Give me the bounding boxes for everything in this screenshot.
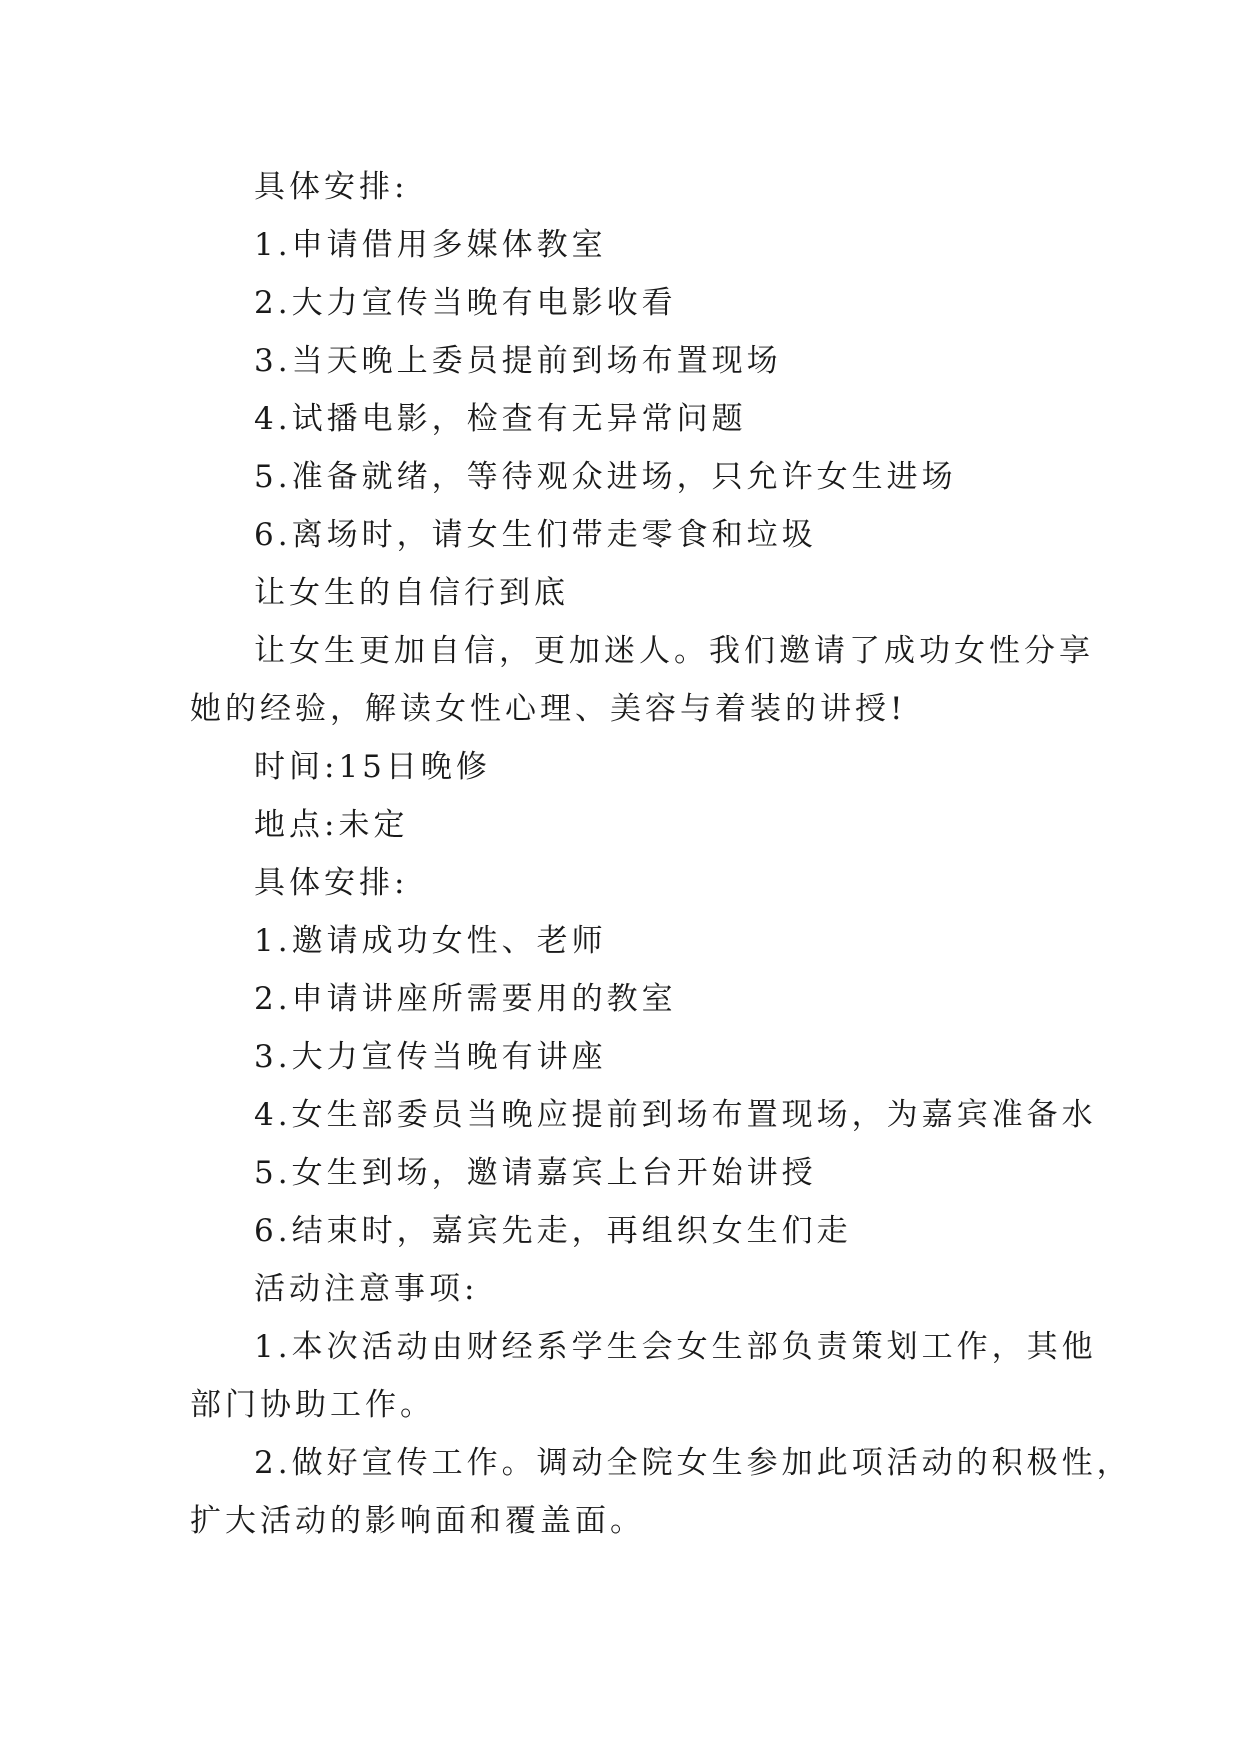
list-item: 3.当天晚上委员提前到场布置现场 [254, 343, 782, 379]
section-heading: 具体安排: [254, 169, 409, 205]
section-title: 让女生的自信行到底 [254, 575, 569, 611]
list-item: 6.离场时，请女生们带走零食和垃圾 [254, 517, 817, 553]
list-item: 2.申请讲座所需要用的教室 [254, 981, 677, 1017]
list-item: 6.结束时，嘉宾先走，再组织女生们走 [254, 1213, 852, 1249]
list-item: 5.女生到场，邀请嘉宾上台开始讲授 [254, 1155, 817, 1191]
list-item: 2.做好宣传工作。调动全院女生参加此项活动的积极性， [254, 1445, 1132, 1481]
list-item-continuation: 部门协助工作。 [190, 1387, 435, 1423]
paragraph-line: 让女生更加自信，更加迷人。我们邀请了成功女性分享 [254, 633, 1094, 669]
list-item: 4.女生部委员当晚应提前到场布置现场，为嘉宾准备水 [254, 1097, 1097, 1133]
list-item: 4.试播电影，检查有无异常问题 [254, 401, 747, 437]
section-heading: 活动注意事项: [254, 1271, 479, 1307]
section-heading: 具体安排: [254, 865, 409, 901]
document-body [190, 158, 1132, 1550]
list-item: 2.大力宣传当晚有电影收看 [254, 285, 677, 321]
location-line: 地点:未定 [254, 807, 409, 843]
time-line: 时间:15日晚修 [254, 749, 491, 785]
list-item: 3.大力宣传当晚有讲座 [254, 1039, 607, 1075]
paragraph-line: 她的经验，解读女性心理、美容与着装的讲授! [190, 691, 907, 727]
list-item: 1.申请借用多媒体教室 [254, 227, 607, 263]
list-item: 1.本次活动由财经系学生会女生部负责策划工作，其他 [254, 1329, 1097, 1365]
list-item: 5.准备就绪，等待观众进场，只允许女生进场 [254, 459, 957, 495]
list-item: 1.邀请成功女性、老师 [254, 923, 607, 959]
list-item-continuation: 扩大活动的影响面和覆盖面。 [190, 1503, 645, 1539]
